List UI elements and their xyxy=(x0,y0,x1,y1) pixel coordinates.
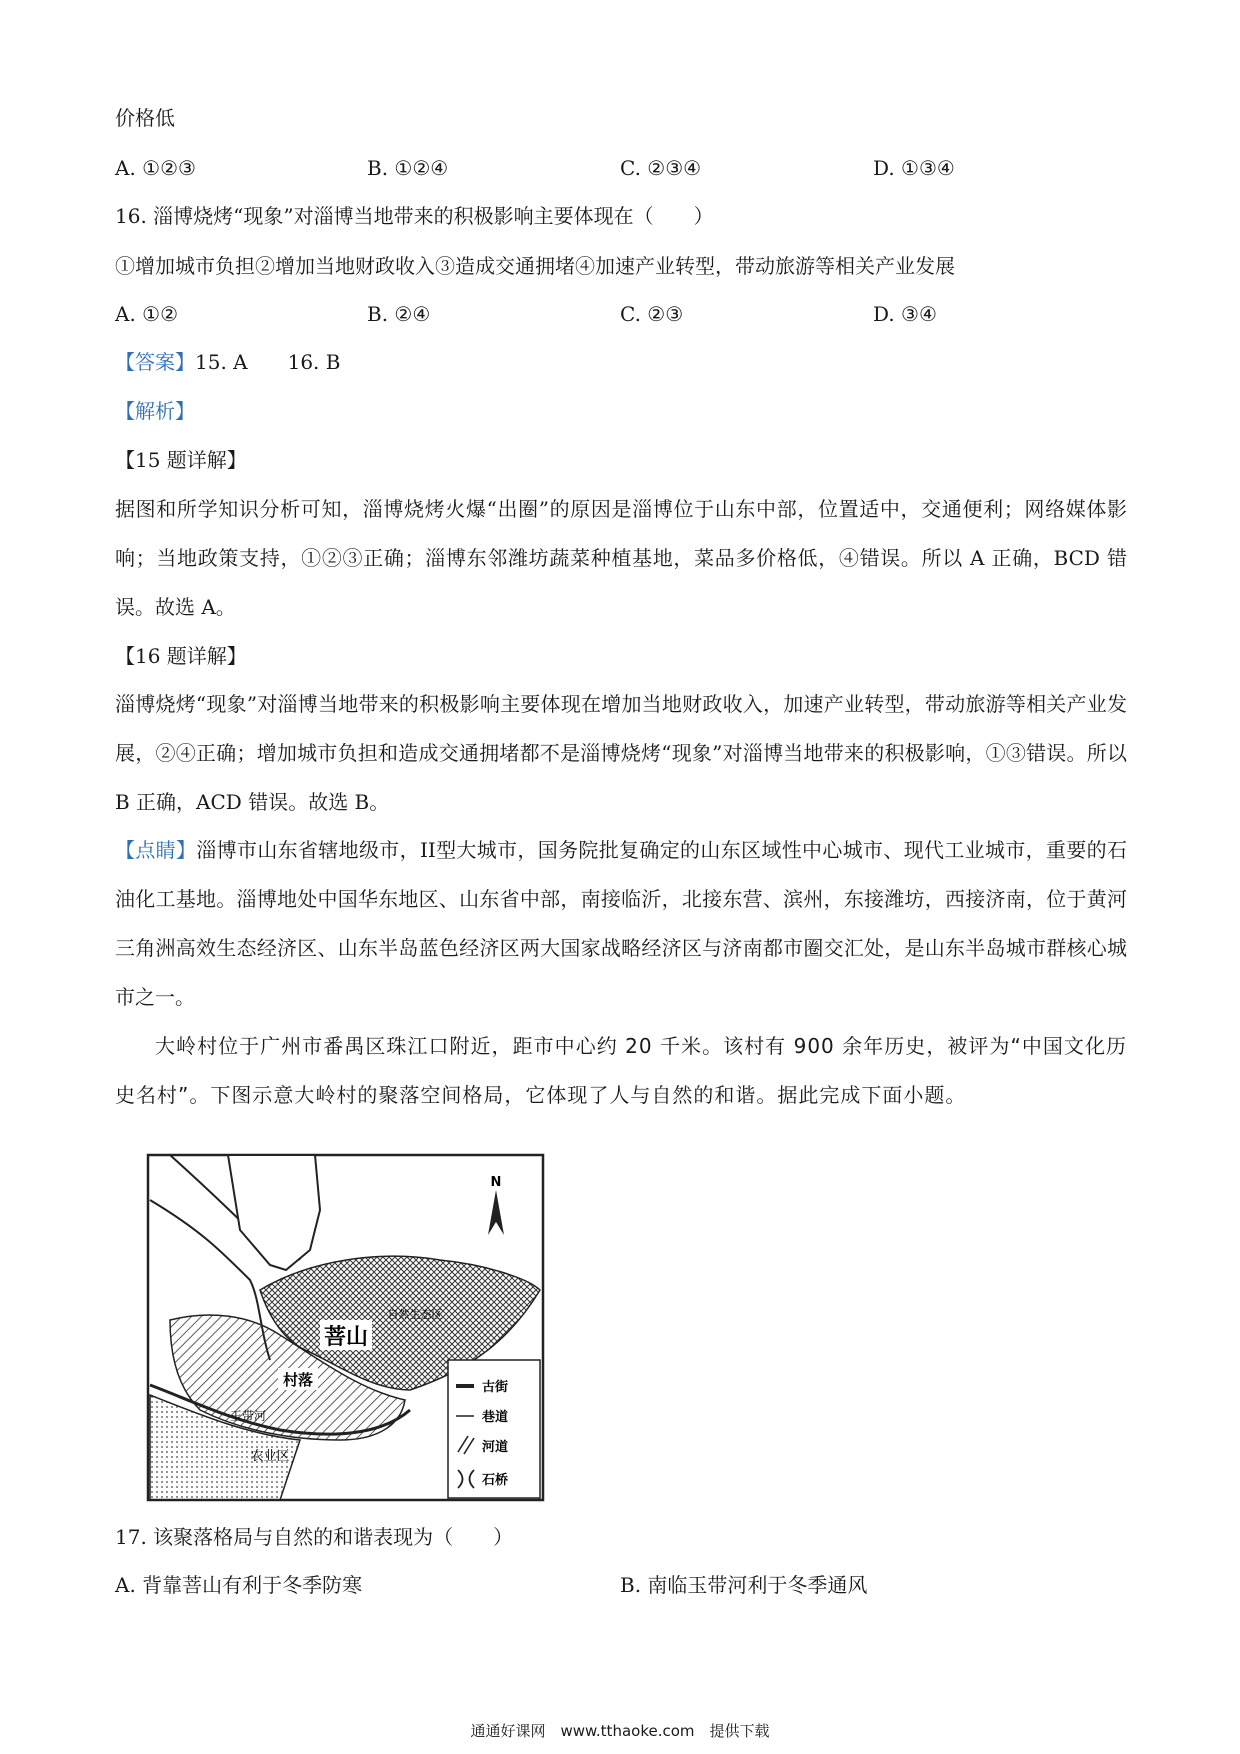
legend-bridge-label: 石桥 xyxy=(482,1473,509,1488)
detail16-heading: 【16 题详解】 xyxy=(115,644,247,668)
q16-option-b: B. ②④ xyxy=(367,302,431,326)
detail15-text: 据图和所学知识分析可知，淄博烧烤火爆“出圈”的原因是淄博位于山东中部，位置适中，交通便利；网络媒体影响；当地政策支持，①②③正确；淄博东邻潍坊蔬菜种植基地，菜品多价格低，④错误。所以 A 正确，BCD 错误。故选 A。 xyxy=(115,497,1127,619)
q16-stem: 16. 淄博烧烤“现象”对淄博当地带来的积极影响主要体现在（ ） xyxy=(115,204,714,228)
legend-river-label: 河道 xyxy=(482,1440,509,1455)
answer-text: 15. A 16. B xyxy=(195,350,341,374)
dianjing-label: 【点睛】 xyxy=(115,838,197,862)
detail16-text: 淄博烧烤“现象”对淄博当地带来的积极影响主要体现在增加当地财政收入，加速产业转型，带动旅游等相关产业发展，②④正确；增加城市负担和造成交通拥堵都不是淄博烧烤“现象”对淄博当地带来的积极影响，①③错误。所以 B 正确，ACD 错误。故选 B。 xyxy=(115,692,1127,814)
q16-option-d: D. ③④ xyxy=(873,302,937,326)
intro-paragraph: 大岭村位于广州市番禺区珠江口附近，距市中心约 20 千米。该村有 900 余年历史，被评为“中国文化历史名村”。下图示意大岭村的聚落空间格局，它体现了人与自然的和谐。据此完成下面小题。 xyxy=(115,1034,1127,1107)
q15-option-c: C. ②③④ xyxy=(620,156,702,180)
q15-option-d: D. ①③④ xyxy=(873,156,955,180)
village-label: 村落 xyxy=(282,1371,314,1389)
q17-option-b: B. 南临玉带河利于冬季通风 xyxy=(620,1573,868,1597)
q17-stem: 17. 该聚落格局与自然的和谐表现为（ ） xyxy=(115,1525,514,1549)
farm-label: 农业区 xyxy=(250,1449,290,1464)
dianjing-paragraph xyxy=(115,826,1127,1022)
answer-line xyxy=(115,347,340,377)
mountain-label: 菩山 xyxy=(323,1325,369,1350)
q17-option-a: A. 背靠菩山有利于冬季防寒 xyxy=(115,1573,363,1597)
page-footer: 通通好课网 www.tthaoke.com 提供下载 xyxy=(470,1722,770,1740)
detail15-heading: 【15 题详解】 xyxy=(115,448,247,472)
q15-option-tail: 价格低 xyxy=(115,106,175,130)
north-label: N xyxy=(490,1175,502,1190)
settlement-map xyxy=(110,1140,550,1510)
q15-option-a: A. ①②③ xyxy=(115,156,196,180)
q15-option-b: B. ①②④ xyxy=(367,156,449,180)
q16-statements: ①增加城市负担②增加当地财政收入③造成交通拥堵④加速产业转型，带动旅游等相关产业发展 xyxy=(115,254,955,278)
q16-option-a: A. ①② xyxy=(115,302,179,326)
dianjing-text: 淄博市山东省辖地级市，II型大城市，国务院批复确定的山东区域性中心城市、现代工业城市，重要的石油化工基地。淄博地处中国华东地区、山东省中部，南接临沂，北接东营、滨州，东接潍坊，西接济南，位于黄河三角洲高效生态经济区、山东半岛蓝色经济区两大国家战略经济区与济南都市圈交汇处，是山东半岛城市群核心城市之一。 xyxy=(115,838,1127,1009)
q16-option-c: C. ②③ xyxy=(620,302,684,326)
legend-alley-label: 巷道 xyxy=(482,1410,509,1425)
river-label: 玉带河 xyxy=(230,1409,267,1423)
analysis-label: 【解析】 xyxy=(115,399,195,423)
answer-label: 【答案】 xyxy=(115,350,195,374)
eco-zone-label: 自然生态区 xyxy=(387,1308,443,1321)
legend-street-label: 古街 xyxy=(482,1380,509,1395)
